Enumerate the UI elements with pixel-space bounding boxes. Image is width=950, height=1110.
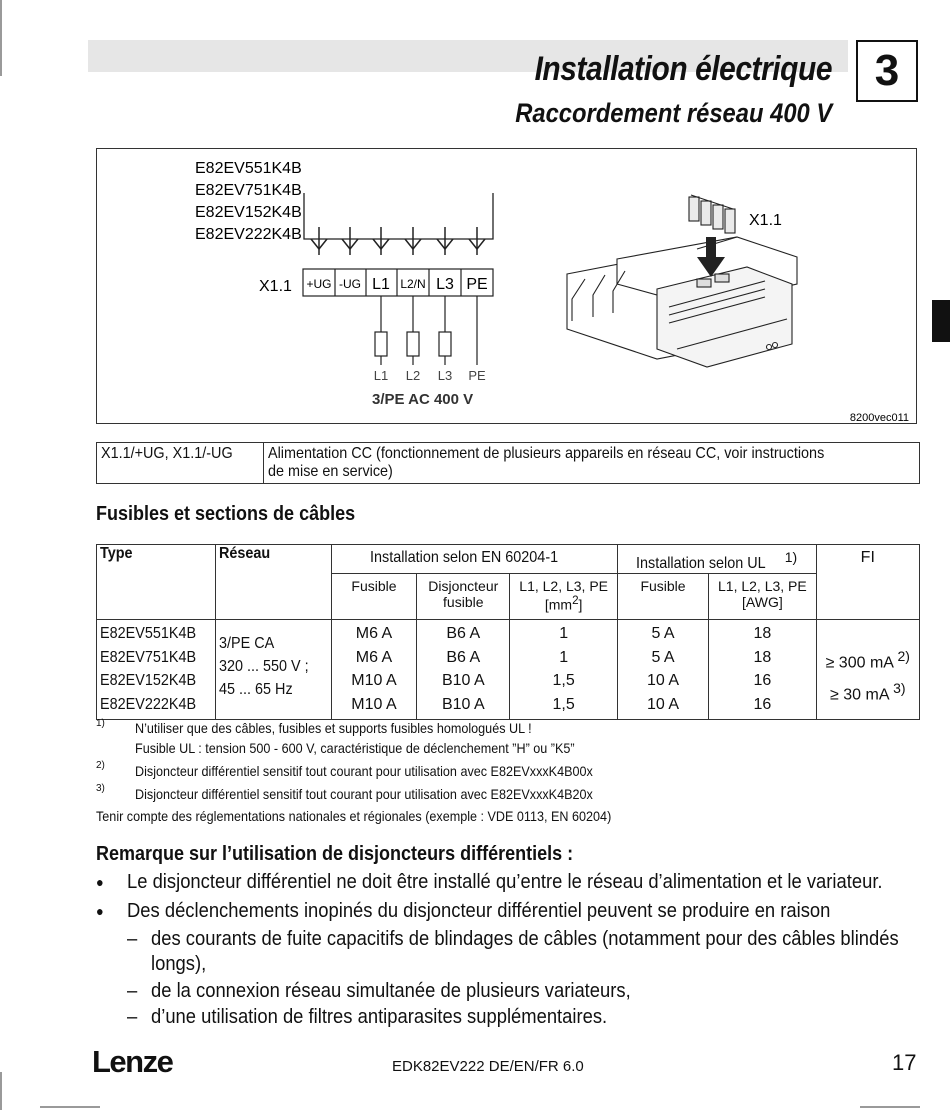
remark-bullet: Le disjoncteur différentiel ne doit être installé qu’entre le réseau d’alimentation et le variateur. xyxy=(127,871,883,893)
terminal-label: L3 xyxy=(436,276,454,293)
fusible-cell: M10 A xyxy=(351,672,397,690)
footnote-1-mark: 1) xyxy=(96,718,105,729)
page-number: 17 xyxy=(892,1050,917,1075)
wiring-figure xyxy=(96,148,917,424)
type-cell: E82EV222K4B xyxy=(100,695,197,713)
insertion-arrow xyxy=(706,237,716,259)
type-cell: E82EV551K4B xyxy=(100,625,197,643)
footnote-1-line2: Fusible UL : tension 500 - 600 V, caractéristique de déclenchement ”H” ou ”K5” xyxy=(135,740,575,756)
col-ul-header: Installation selon UL xyxy=(636,555,766,573)
ul-fusible-cell: 5 A xyxy=(651,625,675,643)
remark-dash-item: d’une utilisation de filtres antiparasites supplémentaires. xyxy=(151,1006,608,1028)
fi-note-mark: 3) xyxy=(893,679,906,696)
reseau-cell: 3/PE CA xyxy=(219,635,275,653)
dash-icon: – xyxy=(127,980,138,1002)
remarks-heading: Remarque sur l’utilisation de disjoncteurs différentiels : xyxy=(96,843,574,865)
mm2-cell: 1 xyxy=(559,625,569,643)
terminal-label: L2/N xyxy=(400,277,426,291)
col-reseau-header: Réseau xyxy=(219,545,271,562)
terminal-label: +UG xyxy=(306,277,332,291)
sub-awg: L1, L2, L3, PE xyxy=(718,578,807,595)
fusible-cell: M6 A xyxy=(355,625,393,643)
remark-dash-item: des courants de fuite capacitifs de blindages de câbles (notamment pour des câbles blindés xyxy=(151,928,899,950)
col-fi-header: FI xyxy=(860,549,875,566)
sub-disjoncteur: Disjoncteur xyxy=(428,578,499,595)
terminal-description-line: Alimentation CC (fonctionnement de plusieurs appareils en réseau CC, voir instructions xyxy=(268,445,825,462)
page-title: Installation électrique xyxy=(534,50,832,88)
terminal-key: X1.1/+UG, X1.1/-UG xyxy=(101,445,233,462)
crop-mark xyxy=(40,1106,100,1108)
ul-fusible-cell: 10 A xyxy=(646,695,680,713)
sub-disjoncteur-2: fusible xyxy=(443,594,484,611)
terminal-label: L1 xyxy=(372,276,390,293)
remark-dash-item-cont: longs), xyxy=(151,953,207,975)
sub-fusible: Fusible xyxy=(351,578,397,595)
thumb-tab xyxy=(932,300,950,342)
type-cell: E82EV751K4B xyxy=(100,648,197,666)
reseau-cell: 320 ... 550 V ; xyxy=(219,658,310,676)
fusible-cell: M10 A xyxy=(351,695,397,713)
device-bracket xyxy=(304,193,493,239)
fi-value: ≥ 300 mA xyxy=(825,654,894,672)
line-label: L1 xyxy=(373,368,389,383)
connector-label: X1.1 xyxy=(259,278,292,295)
sub-section-unit: [mm xyxy=(544,596,573,613)
type-cell: E82EV152K4B xyxy=(100,672,197,690)
crop-mark xyxy=(0,0,2,76)
lenze-logo: Lenze xyxy=(92,1044,173,1079)
ul-note-mark: 1) xyxy=(784,549,798,565)
line-label: L3 xyxy=(437,368,453,383)
footnote-mark xyxy=(96,718,105,735)
page-subtitle: Raccordement réseau 400 V xyxy=(515,98,832,128)
reseau-cell: 45 ... 65 Hz xyxy=(219,681,294,699)
bullet-icon: ● xyxy=(96,903,104,919)
awg-cell: 18 xyxy=(753,625,772,643)
line-label: L2 xyxy=(405,368,421,383)
model-label: E82EV152K4B xyxy=(195,204,302,221)
device-connector-label: X1.1 xyxy=(749,212,782,229)
mm2-cell: 1,5 xyxy=(552,672,575,690)
remark-dash-item: de la connexion réseau simultanée de plusieurs variateurs, xyxy=(151,980,631,1002)
device-illustration xyxy=(567,237,797,367)
ul-fusible-cell: 5 A xyxy=(651,648,675,666)
model-label: E82EV751K4B xyxy=(195,182,302,199)
figure-code: 8200vec011 xyxy=(849,412,909,423)
disj-cell: B10 A xyxy=(441,695,485,713)
awg-cell: 16 xyxy=(753,695,772,713)
fi-value: ≥ 30 mA xyxy=(830,685,889,703)
line-label: PE xyxy=(468,368,486,383)
sub-section-unit-sup: 2 xyxy=(572,594,579,608)
disj-cell: B10 A xyxy=(441,672,485,690)
footnote-3-mark: 3) xyxy=(96,783,105,794)
supply-label: 3/PE AC 400 V xyxy=(372,391,474,408)
footnote-2: Disjoncteur différentiel sensitif tout courant pour utilisation avec E82EVxxxK4B00x xyxy=(135,763,593,779)
terminal-label: PE xyxy=(466,276,488,293)
ul-fusible-cell: 10 A xyxy=(646,672,680,690)
terminal-description-line: de mise en service) xyxy=(268,463,393,480)
mm2-cell: 1,5 xyxy=(552,695,575,713)
document-code: EDK82EV222 DE/EN/FR 6.0 xyxy=(392,1058,584,1075)
model-label: E82EV551K4B xyxy=(195,160,302,177)
footnote-3: Disjoncteur différentiel sensitif tout courant pour utilisation avec E82EVxxxK4B20x xyxy=(135,786,593,802)
mm2-cell: 1 xyxy=(559,648,569,666)
terminal-plugs xyxy=(311,227,485,255)
dash-icon: – xyxy=(127,928,138,950)
crop-mark xyxy=(860,1106,920,1108)
terminal-label: -UG xyxy=(339,277,361,291)
col-type-header: Type xyxy=(100,545,133,562)
dash-icon: – xyxy=(127,1006,138,1028)
disj-cell: B6 A xyxy=(446,625,481,643)
footnote-1-line1: N’utiliser que des câbles, fusibles et supports fusibles homologués UL ! xyxy=(135,720,532,736)
sub-section-unit-end: ] xyxy=(578,596,583,613)
chapter-number: 3 xyxy=(856,40,918,102)
sub-section: L1, L2, L3, PE xyxy=(519,578,609,595)
remark-bullet: Des déclenchements inopinés du disjoncteur différentiel peuvent se produire en raison xyxy=(127,900,831,922)
regulation-note: Tenir compte des réglementations nationales et régionales (exemple : VDE 0113, EN 60204) xyxy=(96,808,612,824)
sub-awg-unit: [AWG] xyxy=(742,594,783,611)
wiring-diagram xyxy=(97,149,916,423)
fi-note-mark: 2) xyxy=(897,648,910,665)
awg-cell: 18 xyxy=(753,648,772,666)
terminal-note-table xyxy=(96,442,920,484)
disj-cell: B6 A xyxy=(446,648,481,666)
bullet-icon: ● xyxy=(96,874,104,890)
fuse-table xyxy=(96,544,920,720)
fuse-lines xyxy=(375,296,477,365)
sub-ul-fusible: Fusible xyxy=(640,578,686,595)
model-label: E82EV222K4B xyxy=(195,226,302,243)
connector-plug-illustration xyxy=(689,195,735,233)
footnote-2-mark: 2) xyxy=(96,760,105,771)
fusible-cell: M6 A xyxy=(355,648,393,666)
col-en-header: Installation selon EN 60204-1 xyxy=(369,549,558,566)
awg-cell: 16 xyxy=(753,672,772,690)
crop-mark xyxy=(0,1072,2,1110)
fuses-heading: Fusibles et sections de câbles xyxy=(96,503,356,525)
